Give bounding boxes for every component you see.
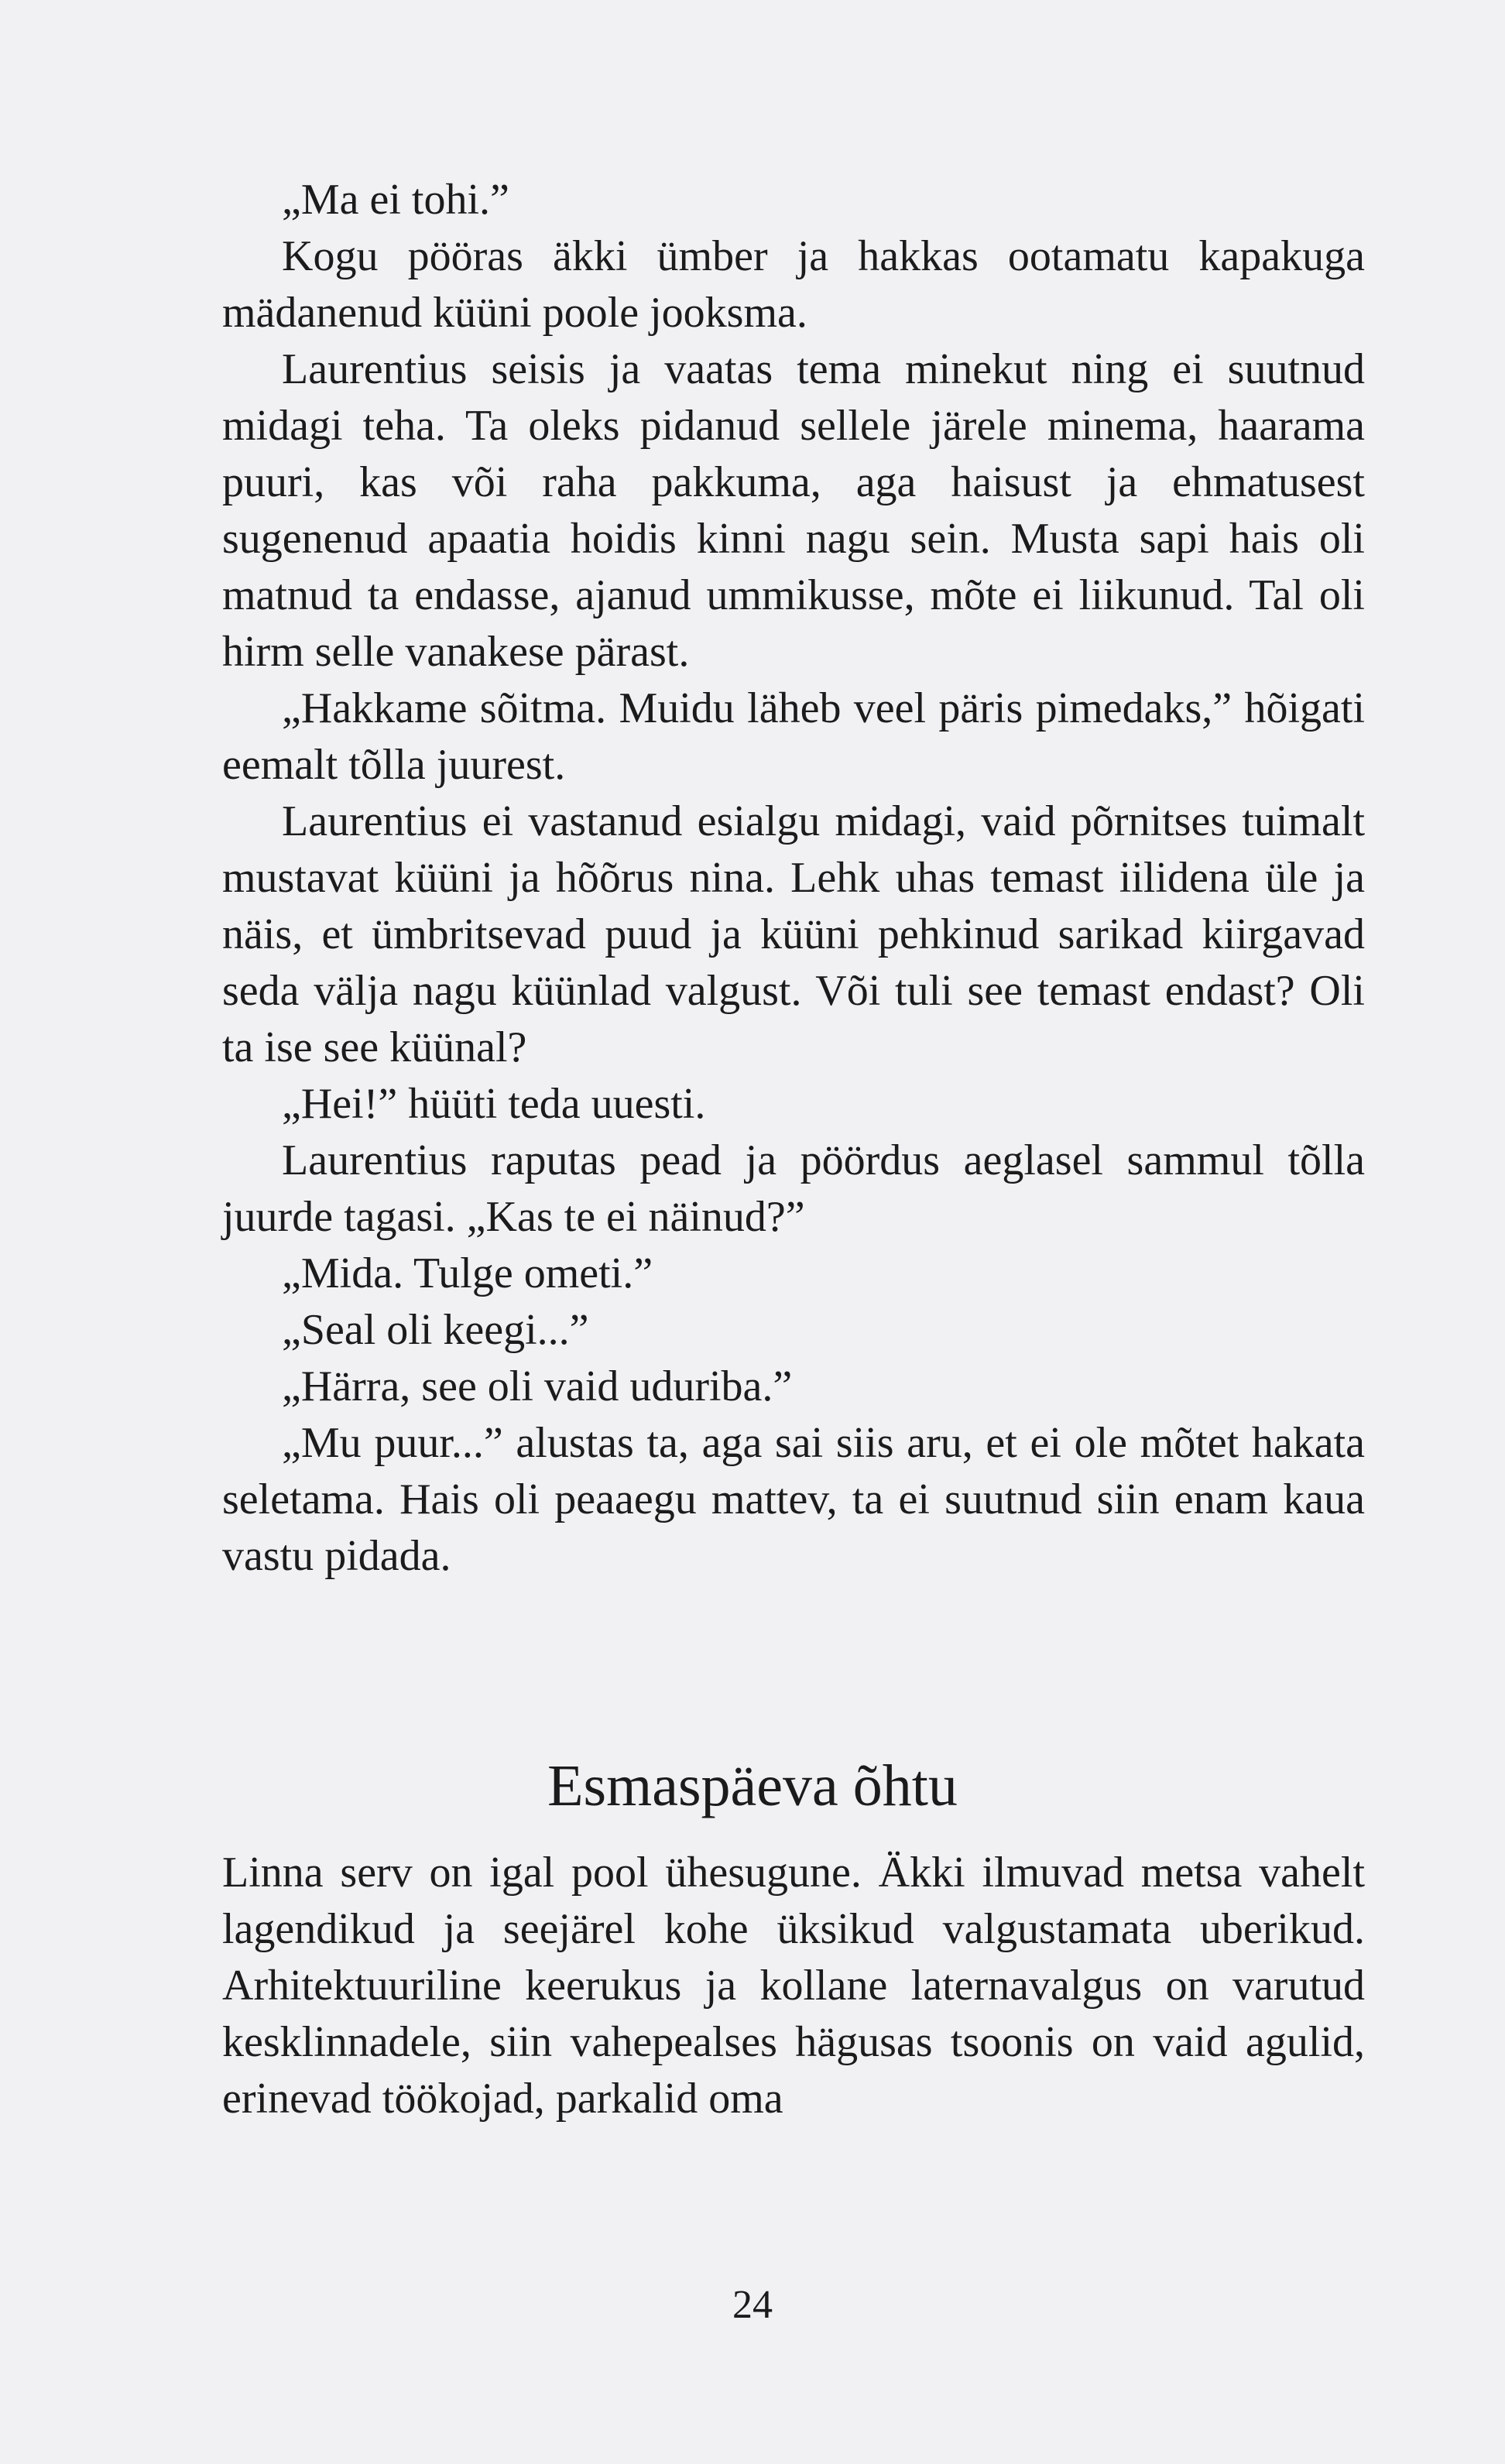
paragraph: „Hei!” hüüti teda uuesti. xyxy=(282,1080,706,1128)
paragraph: Kogu pööras äkki ümber ja hakkas ootamatu kapakuga mädanenud küüni poole jooksma. xyxy=(222,232,1365,337)
paragraph: Laurentius raputas pead ja pöördus aeglasel sammul tõlla juurde tagasi. „Kas te ei näinud?” xyxy=(222,1136,1365,1241)
paragraph: „Mu puur...” alustas ta, aga sai siis aru, et ei ole mõtet hakata seletama. Hais oli peaaegu mattev, ta ei suutnud siin enam kaua vastu pidada. xyxy=(222,1419,1365,1580)
paragraph: Laurentius seisis ja vaatas tema minekut ning ei suutnud midagi teha. Ta oleks pidanud sellele järele minema, haarama puuri, kas või raha pakkuma, aga haisust ja ehmatusest sugenenud apaatia hoidis kinni nagu sein. Musta sapi hais oli matnud ta endasse, ajanud ummikusse, mõte ei liikunud. Tal oli hirm selle vanakese pärast. xyxy=(222,345,1365,676)
section-heading: Esmaspäeva õhtu xyxy=(547,1753,958,1818)
paragraph: „Hakkame sõitma. Muidu läheb veel päris pimedaks,” hõigati eemalt tõlla juurest. xyxy=(222,684,1365,789)
paragraph: „Seal oli keegi...” xyxy=(282,1306,589,1354)
paragraph: „Härra, see oli vaid uduriba.” xyxy=(282,1362,793,1410)
body-text-top xyxy=(222,172,1365,1585)
page-number: 24 xyxy=(732,2283,773,2327)
paragraph: „Mida. Tulge ometi.” xyxy=(282,1249,653,1297)
paragraph: „Ma ei tohi.” xyxy=(282,176,509,224)
paragraph: Laurentius ei vastanud esialgu midagi, vaid põrnitses tuimalt mustavat küüni ja hõõrus nina. Lehk uhas temast iilidena üle ja näis, et ümbritsevad puud ja küüni pehkinud sarikad kiirgavad seda välja nagu küünlad valgust. Või tuli see temast endast? Oli ta ise see küünal? xyxy=(222,797,1365,1071)
paragraph: Linna serv on igal pool ühesugune. Äkki ilmuvad metsa vahelt lagendikud ja seejärel kohe üksikud valgustamata uberikud. Arhitektuuriline keerukus ja kollane laternavalgus on varutud kesklinnadele, siin vahepealses hägusas tsoonis on vaid agulid, erinevad töökojad, parkalid oma xyxy=(222,1849,1365,2123)
body-text-bottom xyxy=(222,1845,1365,2127)
